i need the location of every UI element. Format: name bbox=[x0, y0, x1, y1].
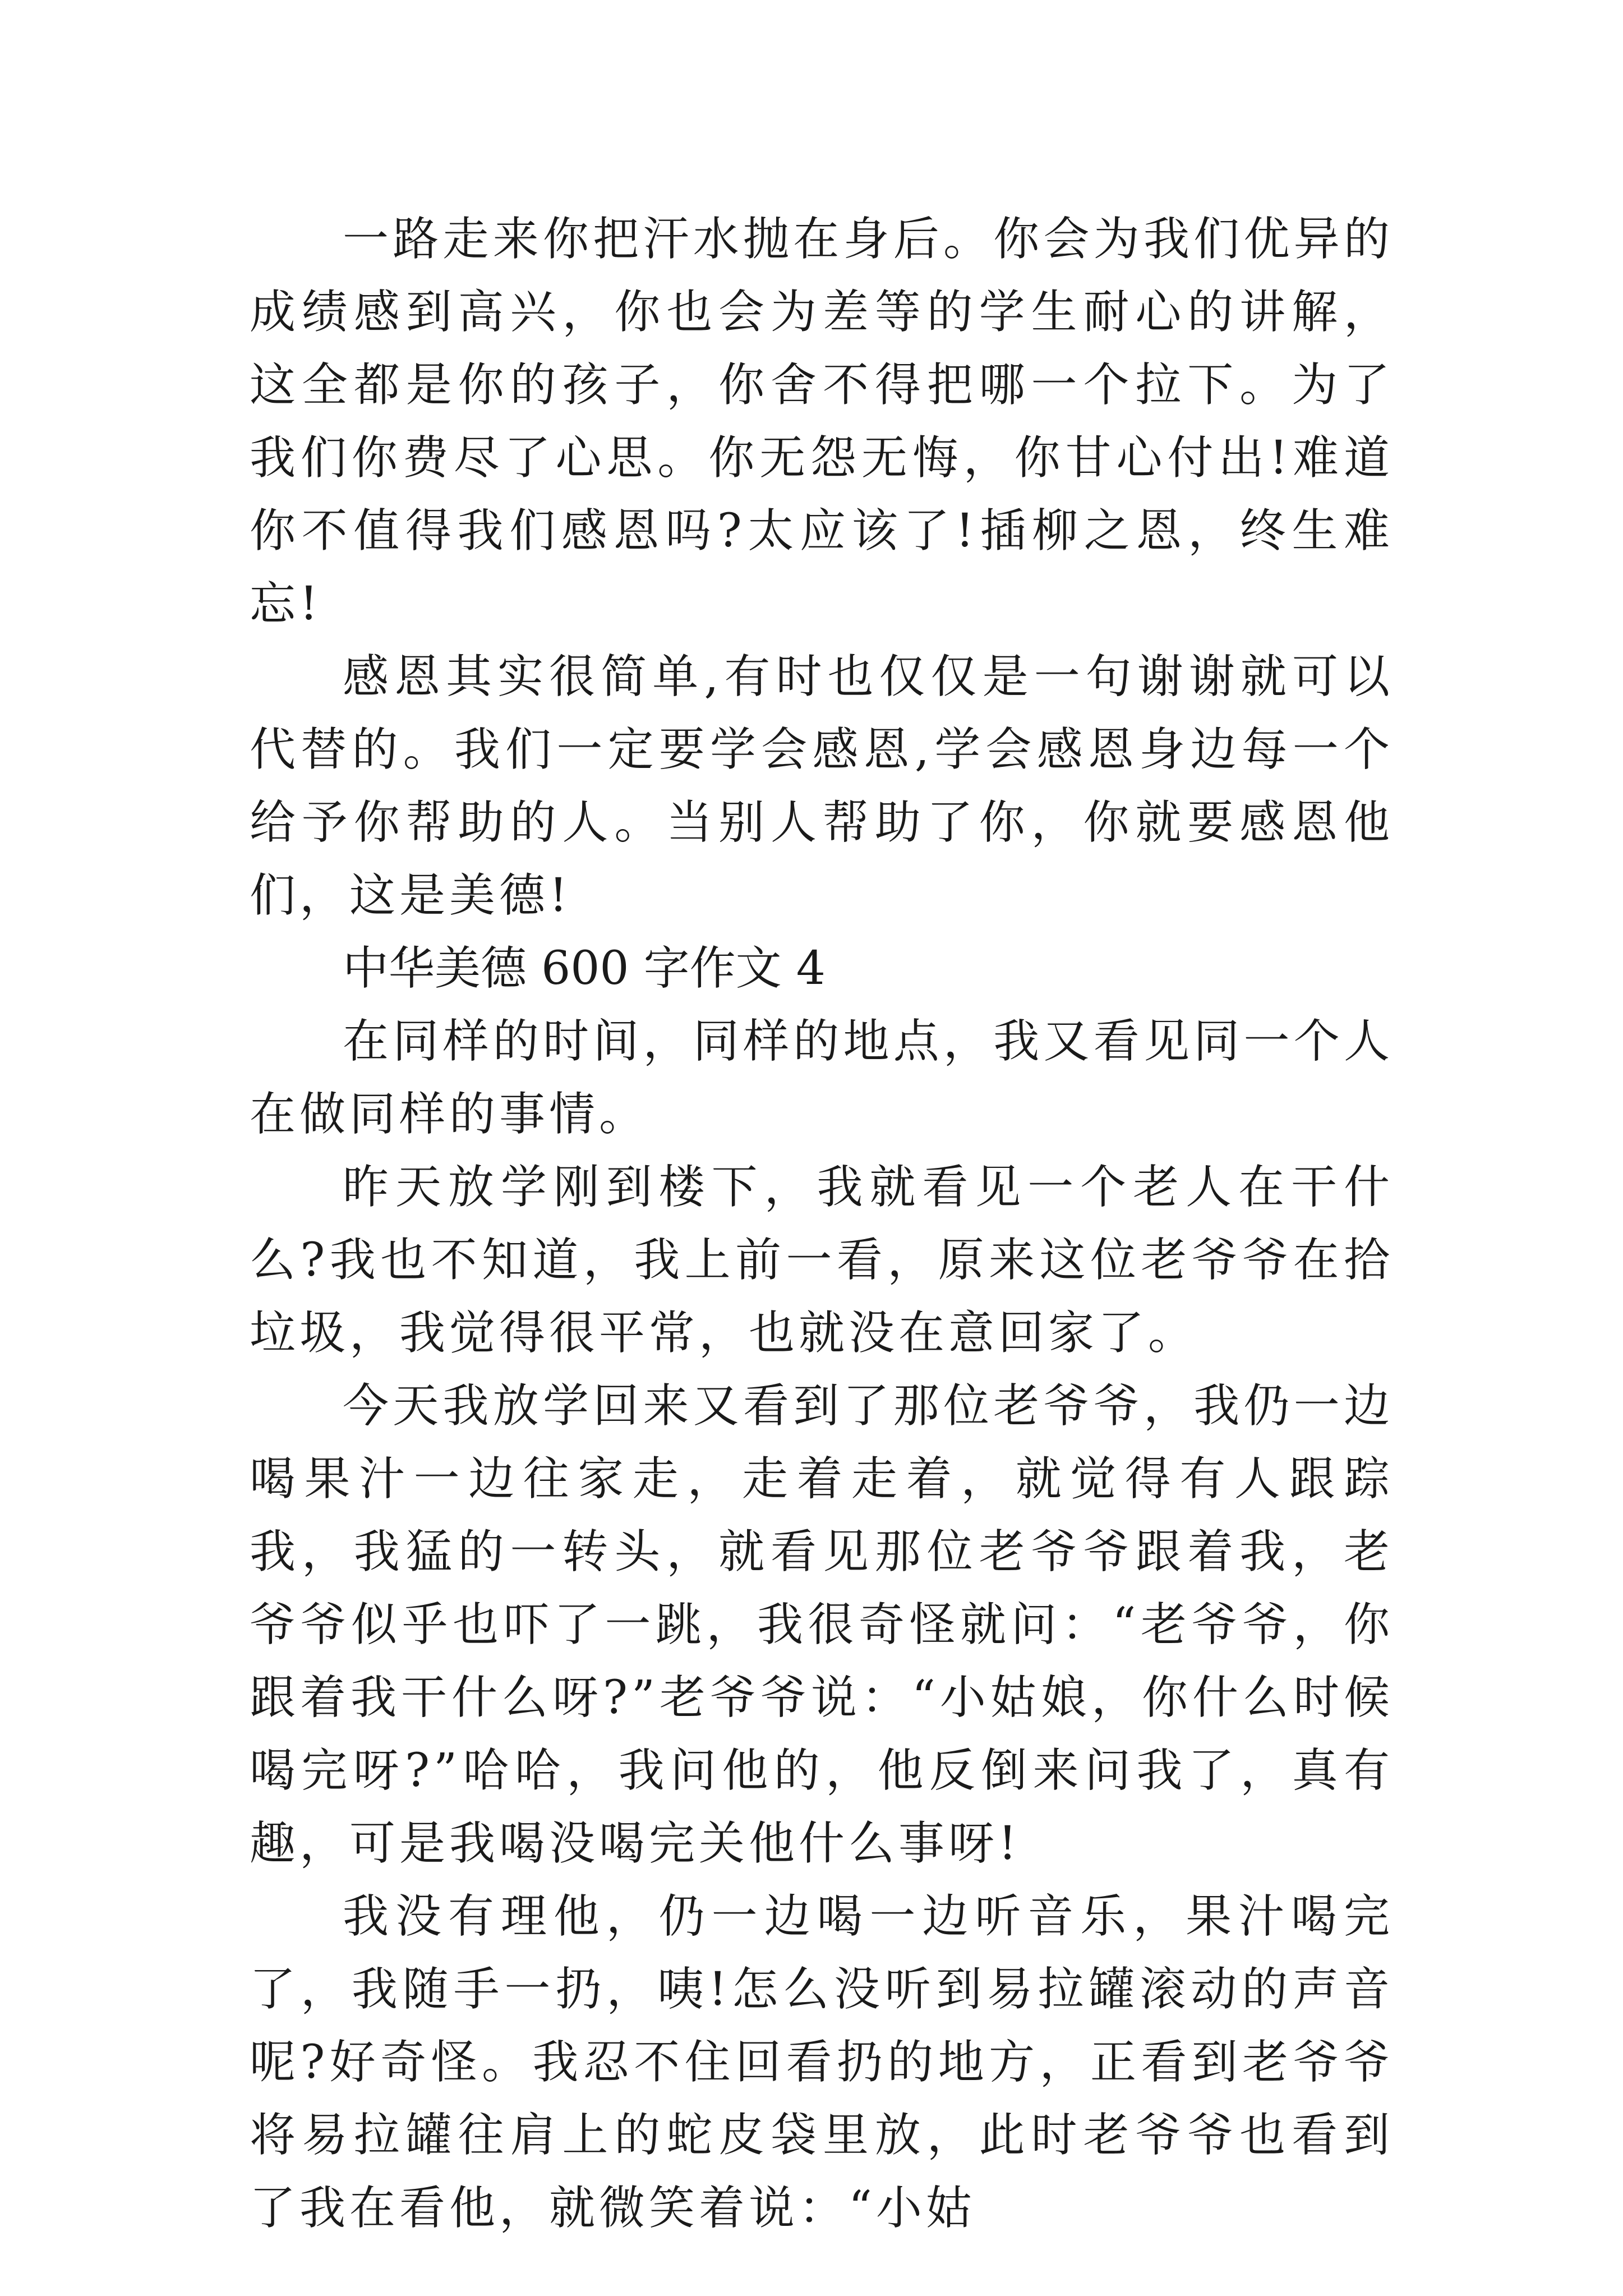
paragraph: 感恩其实很简单,有时也仅仅是一句谢谢就可以代替的。我们一定要学会感恩,学会感恩身边每一个给予你帮助的人。当别人帮助了你，你就要感恩他们，这是美德! bbox=[250, 650, 1394, 922]
paragraph: 昨天放学刚到楼下，我就看见一个老人在干什么?我也不知道，我上前一看，原来这位老爷爷在拾垃圾，我觉得很平常，也就没在意回家了。 bbox=[250, 1161, 1394, 1360]
paragraph: 我没有理他，仍一边喝一边听音乐，果汁喝完了，我随手一扔，咦!怎么没听到易拉罐滚动的声音呢?好奇怪。我忍不住回看扔的地方，正看到老爷爷将易拉罐往肩上的蛇皮袋里放，此时老爷爷也看到了我在看他，就微笑着说：“小姑 bbox=[250, 1890, 1394, 2235]
document-body bbox=[250, 203, 1394, 2245]
paragraph: 今天我放学回来又看到了那位老爷爷，我仍一边喝果汁一边往家走，走着走着，就觉得有人跟踪我，我猛的一转头，就看见那位老爷爷跟着我，老爷爷似乎也吓了一跳，我很奇怪就问：“老爷爷，你跟着我干什么呀?”老爷爷说：“小姑娘，你什么时候喝完呀?”哈哈，我问他的，他反倒来问我了，真有趣，可是我喝没喝完关他什么事呀! bbox=[250, 1379, 1394, 1870]
paragraph: 在同样的时间，同样的地点，我又看见同一个人在做同样的事情。 bbox=[250, 1015, 1394, 1141]
paragraph: 一路走来你把汗水抛在身后。你会为我们优异的成绩感到高兴，你也会为差等的学生耐心的讲解，这全都是你的孩子，你舍不得把哪一个拉下。为了我们你费尽了心思。你无怨无悔，你甘心付出!难道你不值得我们感恩吗?太应该了!插柳之恩，终生难忘! bbox=[250, 213, 1394, 631]
section-heading: 中华美德 600 字作文 4 bbox=[343, 942, 826, 995]
